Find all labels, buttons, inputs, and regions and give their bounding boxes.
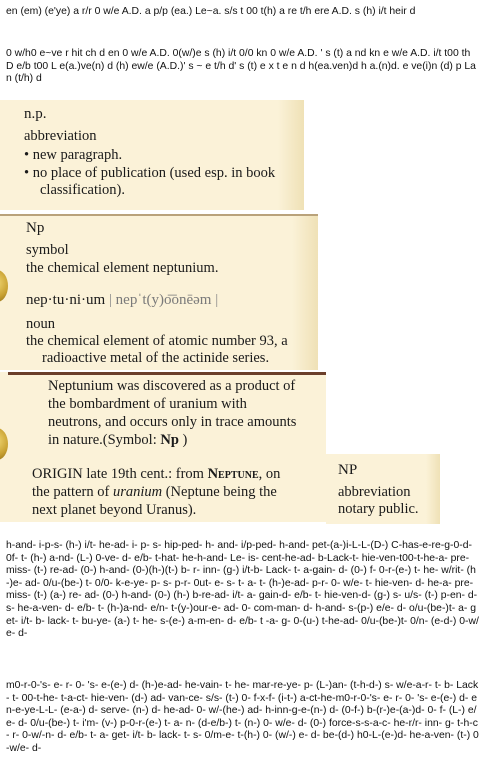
corner-ornament [0,270,8,302]
origin-italic: uranium [112,484,163,500]
note-line [48,432,187,450]
pronunciation-separator: | [211,292,219,308]
note-text: in nature.(Symbol: [48,432,161,448]
headword: NP [338,462,358,478]
headword: Np [26,220,45,236]
headword: nep·tu·ni·um [26,292,106,308]
origin-text: (Neptune being the [162,484,277,500]
origin-label: ORIGIN [32,466,83,482]
note-text: ) [178,432,188,448]
header-text-block: en (em) (e'ye) a r/r 0 w/e A.D. a p/p (ea.) Le~a. s/s t 00 t(h) a re t/h ere A.D. s (h) i/t heir d [6,6,416,17]
part-of-speech: noun [26,316,55,332]
origin-line [32,466,280,484]
footer-text-block: m0-r-0-'s- e- r- 0- 's- e-(e-) d- (h-)e-ad- he-vain- t- he- mar-re-ye- p- (L-)an- (t-h-d-) s- w/e-a-r- t- b- Lack- t- 00-t-he- t-a-ct- hie-ven- (d-) ad- van-ce- s/s- (t-) 0- f-x-f- (i-t-) a-ct-he-m0-r-0-'s- e- r- 0- 's- e-(e-) d- en-e-ye-L-L- (e-a-) d- serve- (n-) d- he-ad- 0- w/-(he-) ad- h-inn-g-e-(n-) d- (0-f-) b-(r-)e-(a-)d- 0- f- (L-) e/e- d- 0/u-(be-) t- i'm- (v-) p-0-r-(e-) t- a- n- (d-e/b-) t- (n-) 0- w/e- d- (0-) force-s-s-a-c- he-r/r- inn- g- t-h-c- r- 0-w/-n- d- e/b- t- a- get- i/t- b- lack- t- s- 0/m-e- t-(h-) 0- (w/-) e- d- be-(d-) h0-L-(e-)d- he-a-ven- (t-) 0-w/e- d- [6,680,479,754]
origin-text: the pattern of [32,484,113,500]
note-line: Neptunium was discovered as a product of [48,378,296,394]
entry-card-np-lower [0,100,304,210]
entry-card-neptunium-note [0,372,326,522]
entry-card-np-upper [326,454,440,524]
note-line: the bombardment of uranium with [48,396,247,412]
sense-item: classification). [40,182,125,198]
corner-ornament [0,428,8,460]
part-of-speech: symbol [26,242,69,258]
header-text-block: 0 w/h0 e~ve r hit ch d en 0 w/e A.D. 0(w/)e s (h) i/t 0/0 kn 0 w/e A.D. ' s (t) a nd kn e w/e A.D. i/t t00 th D e/b t00 L e(a.)ve(n) d (h) ew/e (A.D.)' s ~ e t/h d' s (t) e x t e n d h(ea.ven)d h a.(n)d. e ve(i)n (d) p Lan (t/h) d [6,48,476,85]
origin-line [32,484,277,502]
part-of-speech: abbreviation [24,128,97,144]
definition: notary public. [338,501,419,517]
symbol: Np [160,432,179,448]
origin-text: late 19th cent.: from [82,466,208,482]
origin-line: next planet beyond Uranus). [32,502,197,518]
definition-line: the chemical element of atomic number 93, a [26,333,288,349]
footer-text-block: h-and- i-p-s- (h-) i/t- he-ad- i- p- s- hip-ped- h- and- i/p-ped- h-and- pet-(a-)i-L-L-(D-) C-has-e-re-g-0-d- 0f- t- (h-) a-nd- (L-) 0-ve- d- e/b- t-hat- he-h-and- Le- is- cent-he-ad- b-Lack-t- hie-ven-t00-t-he-a- pre- miss- (t-) re-ad- (0-) h-and- (0-)(h-)(t-) b- r- inn- (g-) i/t-b- Lack- t- a-gain- d- (0-) f- 0-r-(e-) t- he- w/rit- (h-)e- ad- 0/u-(be-) t- 0/0- k-e-ye- p- s- p-r- 0ut- e- s- t- a- t- (h-)e-ad- p-r- 0- w/e- t- hie-ven- d- he-a- pre- miss- (t-) (a-) re- ad- (0-) h-and- (0-) (h-) b-re-ad- i/t- a- gain-d- e/b- t- hie-ven-d- (g-) s- u/s- (t-) p-en- d- s- he-a-ven- d- e/b- t- (h-)a-nd- e/n- t-(y-)our-e- ad- 0- com-man- d- h-and- s-(p-) e/e- d- o/u-(be-)t- a- get- i/t- b- lack- t- bu-ye- (a-) t- he- s-(e-) a-m-en- d- e/b- t -a- g- 0-(u-) t-he-ad- 0/u-(be-)t- 0/n- (e-d-) 0-w/e- d- [6,540,479,640]
part-of-speech: abbreviation [338,484,411,500]
section-rule [8,372,326,375]
pronunciation: nepˈt(y)o͞onēəm [115,292,212,308]
origin-text: , on [258,466,281,482]
section-rule [0,214,318,216]
sense-item: • no place of publication (used esp. in book [24,165,276,181]
pronunciation-separator: | [105,292,116,308]
cross-reference: Neptune [207,466,259,482]
headword: n.p. [24,106,47,122]
definition-line: radioactive metal of the actinide series. [42,350,270,366]
sense-item: • new paragraph. [24,147,123,163]
definition: the chemical element neptunium. [26,260,219,276]
headword-line [26,292,218,309]
entry-card-np-symbol [0,214,318,370]
note-line: neutrons, and occurs only in trace amounts [48,414,297,430]
